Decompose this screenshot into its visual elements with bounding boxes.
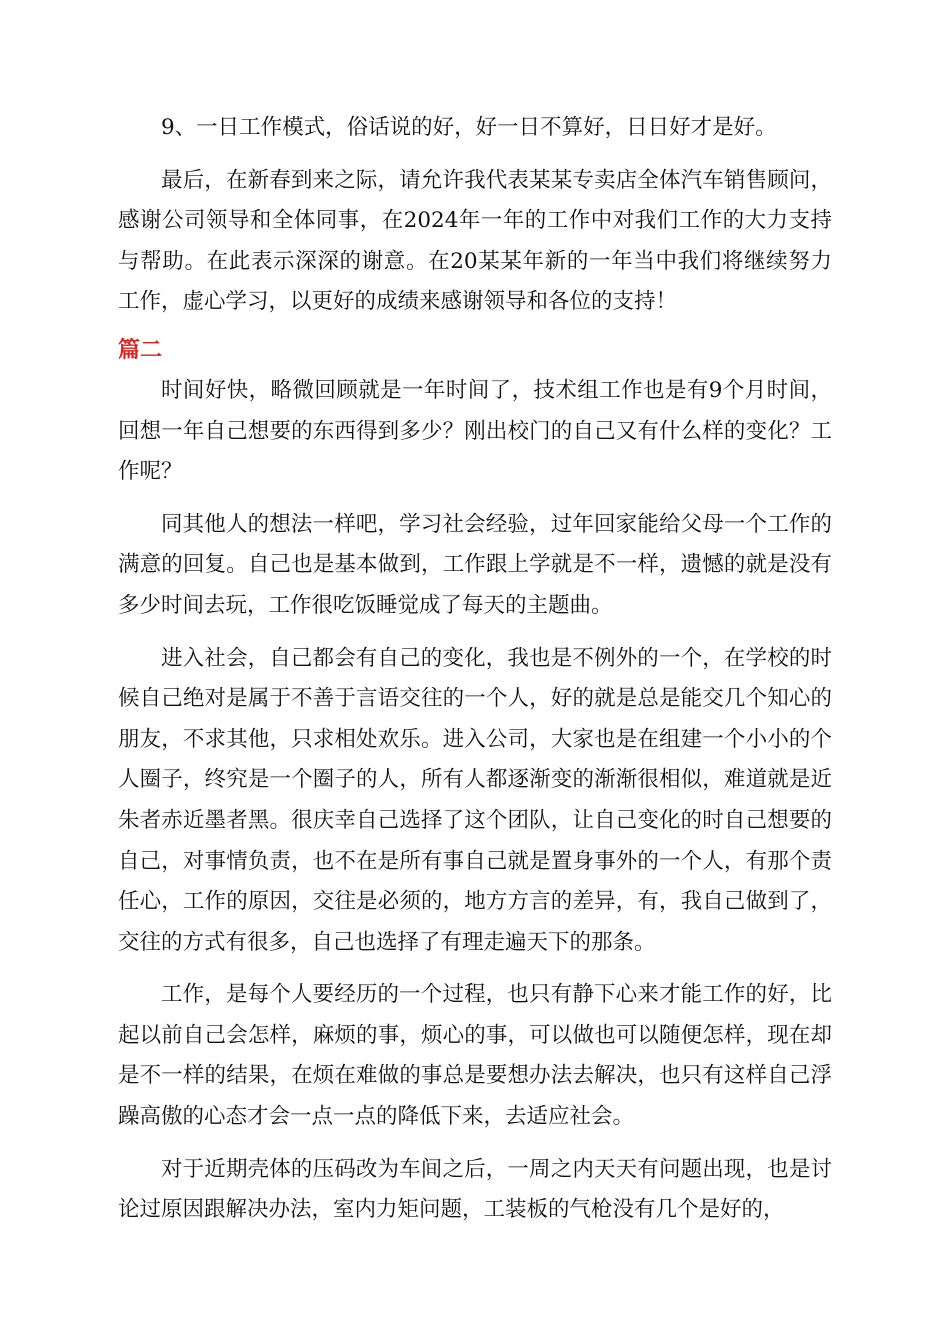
- paragraph-recent-issues: 对于近期壳体的压码改为车间之后，一周之内天天有问题出现，也是讨论过原因跟解决办法，室内力矩问题，工装板的气枪没有几个是好的，: [118, 1156, 832, 1223]
- paragraph-item-9: 9、一日工作模式，俗话说的好，好一日不算好，日日好才是好。: [161, 115, 777, 140]
- paragraph-closing-thanks: 最后，在新春到来之际，请允许我代表某某专卖店全体汽车销售顾问，感谢公司领导和全体同事，在2024年一年的工作中对我们工作的大力支持与帮助。在此表示深深的谢意。在20某某年新的一年当中我们将继续努力工作，虚心学习，以更好的成绩来感谢领导和各位的支持！: [118, 167, 832, 315]
- paragraph-entering-society: 进入社会，自己都会有自己的变化，我也是不例外的一个，在学校的时候自己绝对是属于不善于言语交往的一个人，好的就是总是能交几个知心的朋友，不求其他，只求相处欢乐。进入公司，大家也是在组建一个小小的个人圈子，终究是一个圈子的人，所有人都逐渐变的渐渐很相似，难道就是近朱者赤近墨者黑。很庆幸自己选择了这个团队，让自己变化的时自己想要的自己，对事情负责，也不在是所有事自己就是置身事外的一个人，有那个责任心，工作的原因，交往是必须的，地方方言的差异，有，我自己做到了，交往的方式有很多，自己也选择了有理走遍天下的那条。: [118, 645, 832, 955]
- paragraph-time-flies: 时间好快，略微回顾就是一年时间了，技术组工作也是有9个月时间，回想一年自己想要的东西得到多少？刚出校门的自己又有什么样的变化？工作呢？: [118, 377, 832, 485]
- paragraph-work-process: 工作，是每个人要经历的一个过程，也只有静下心来才能工作的好，比起以前自己会怎样，麻烦的事，烦心的事，可以做也可以随便怎样，现在却是不一样的结果，在烦在难做的事总是要想办法去解决，也只有这样自己浮躁高傲的心态才会一点一点的降低下来，去适应社会。: [118, 982, 832, 1130]
- document-body: [118, 108, 832, 1243]
- section-heading: 篇二: [118, 337, 163, 363]
- paragraph-like-others: 同其他人的想法一样吧，学习社会经验，过年回家能给父母一个工作的满意的回复。自己也是基本做到，工作跟上学就是不一样，遗憾的就是没有多少时间去玩，工作很吃饭睡觉成了每天的主题曲。: [118, 511, 832, 618]
